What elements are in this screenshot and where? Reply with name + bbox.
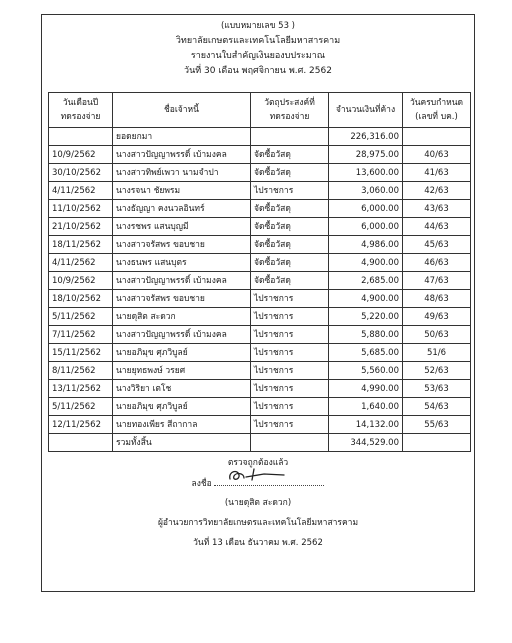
cell-amount: 1,640.00 xyxy=(329,398,403,416)
cell-due: 53/63 xyxy=(403,380,471,398)
cell-amount: 28,975.00 xyxy=(329,146,403,164)
cell-due: 55/63 xyxy=(403,416,471,434)
cell-date: 4/11/2562 xyxy=(49,182,113,200)
table-row xyxy=(49,146,471,164)
cell-name: ยอดยกมา xyxy=(113,128,251,146)
cell-name: นางธนพร แสนบุตร xyxy=(113,254,251,272)
cell-date: 18/10/2562 xyxy=(49,290,113,308)
table-row xyxy=(49,254,471,272)
total-amount: 344,529.00 xyxy=(329,434,403,452)
total-spacer-3 xyxy=(403,434,471,452)
table-row xyxy=(49,362,471,380)
cell-amount: 4,900.00 xyxy=(329,254,403,272)
cell-purpose: ไปราชการ xyxy=(251,416,329,434)
cell-date: 30/10/2562 xyxy=(49,164,113,182)
cell-amount: 4,900.00 xyxy=(329,290,403,308)
cell-date xyxy=(49,128,113,146)
col-header-date: วันเดือนปี ทดรองจ่าย xyxy=(49,93,113,128)
cell-name: นางรจนา ชัยพรม xyxy=(113,182,251,200)
table-row xyxy=(49,290,471,308)
cell-amount: 13,600.00 xyxy=(329,164,403,182)
cell-date: 4/11/2562 xyxy=(49,254,113,272)
cell-amount: 5,220.00 xyxy=(329,308,403,326)
table-row xyxy=(49,128,471,146)
cell-name: นางสาวปัญญาพรรดิ์ เบ้ามงคล xyxy=(113,326,251,344)
cell-date: 10/9/2562 xyxy=(49,146,113,164)
cell-date: 15/11/2562 xyxy=(49,344,113,362)
table-row xyxy=(49,218,471,236)
signer-position: ผู้อำนวยการวิทยาลัยเกษตรและเทคโนโลยีมหาสารคาม xyxy=(157,518,359,528)
total-row xyxy=(49,434,471,452)
table-row xyxy=(49,308,471,326)
table-row xyxy=(49,398,471,416)
cell-due: 46/63 xyxy=(403,254,471,272)
cell-name: นางสาวจรัสพร ขอบชาย xyxy=(113,236,251,254)
cell-purpose: จัดซื้อวัสดุ xyxy=(251,218,329,236)
cell-amount: 5,685.00 xyxy=(329,344,403,362)
cell-name: นางสาวปัญญาพรรดิ์ เบ้ามงคล xyxy=(113,272,251,290)
cell-amount: 4,990.00 xyxy=(329,380,403,398)
cell-name: นายทองเพียร สีถากาล xyxy=(113,416,251,434)
col-header-creditor: ชื่อเจ้าหนี้ xyxy=(113,93,251,128)
table-row xyxy=(49,416,471,434)
advance-table xyxy=(48,92,471,452)
table-row xyxy=(49,182,471,200)
table-row xyxy=(49,326,471,344)
cell-date: 10/9/2562 xyxy=(49,272,113,290)
cell-purpose: จัดซื้อวัสดุ xyxy=(251,254,329,272)
cell-due: 54/63 xyxy=(403,398,471,416)
cell-purpose: ไปราชการ xyxy=(251,380,329,398)
cell-purpose: ไปราชการ xyxy=(251,308,329,326)
cell-purpose: จัดซื้อวัสดุ xyxy=(251,200,329,218)
cell-name: นางสาวปัญญาพรรดิ์ เบ้ามงคล xyxy=(113,146,251,164)
cell-date: 13/11/2562 xyxy=(49,380,113,398)
col-header-amount: จำนวนเงินที่ค้าง xyxy=(329,93,403,128)
signer-name: (นายดุสิต สะดวก) xyxy=(224,498,292,508)
cell-amount: 6,000.00 xyxy=(329,218,403,236)
cell-amount: 3,060.00 xyxy=(329,182,403,200)
cell-name: นายอภิมุข ศุภวิบูลย์ xyxy=(113,398,251,416)
cell-name: นายอภิมุข ศุภวิบูลย์ xyxy=(113,344,251,362)
cell-purpose: ไปราชการ xyxy=(251,362,329,380)
report-sheet xyxy=(41,14,475,592)
cell-date: 8/11/2562 xyxy=(49,362,113,380)
table-row xyxy=(49,164,471,182)
cell-purpose: ไปราชการ xyxy=(251,398,329,416)
cell-amount: 6,000.00 xyxy=(329,200,403,218)
cell-date: 18/11/2562 xyxy=(49,236,113,254)
cell-date: 12/11/2562 xyxy=(49,416,113,434)
cell-date: 5/11/2562 xyxy=(49,398,113,416)
cell-due: 51/6 xyxy=(403,344,471,362)
cell-due: 40/63 xyxy=(403,146,471,164)
cell-date: 11/10/2562 xyxy=(49,200,113,218)
cell-due xyxy=(403,128,471,146)
cell-purpose: จัดซื้อวัสดุ xyxy=(251,164,329,182)
cell-purpose: จัดซื้อวัสดุ xyxy=(251,236,329,254)
cell-due: 52/63 xyxy=(403,362,471,380)
sign-date: วันที่ 13 เดือน ธันวาคม พ.ศ. 2562 xyxy=(193,538,323,548)
cell-name: นายยุทธพงษ์ วรยศ xyxy=(113,362,251,380)
cell-amount: 5,880.00 xyxy=(329,326,403,344)
table-row xyxy=(49,344,471,362)
cell-amount: 226,316.00 xyxy=(329,128,403,146)
cell-due: 45/63 xyxy=(403,236,471,254)
cell-name: นายดุสิต สะดวก xyxy=(113,308,251,326)
cell-purpose: ไปราชการ xyxy=(251,326,329,344)
cell-name: นางสาวทิพย์เพวา นามจำปา xyxy=(113,164,251,182)
signature-scribble-icon xyxy=(224,465,294,485)
col-header-due: วันครบกำหนด (เลขที่ บค.) xyxy=(403,93,471,128)
table-row xyxy=(49,236,471,254)
sign-line xyxy=(42,473,474,493)
organization-name: วิทยาลัยเกษตรและเทคโนโลยีมหาสารคาม xyxy=(175,36,341,46)
col-header-purpose: วัตถุประสงค์ที่ ทดรองจ่าย xyxy=(251,93,329,128)
cell-amount: 2,685.00 xyxy=(329,272,403,290)
signature-block xyxy=(42,453,474,553)
total-label: รวมทั้งสิ้น xyxy=(113,434,251,452)
handwritten-signature xyxy=(214,473,324,486)
total-spacer-2 xyxy=(251,434,329,452)
cell-purpose: ไปราชการ xyxy=(251,290,329,308)
sign-label: ลงชื่อ xyxy=(191,479,212,489)
report-date: วันที่ 30 เดือน พฤศจิกายน พ.ศ. 2562 xyxy=(184,66,332,76)
table-row xyxy=(49,200,471,218)
cell-purpose: ไปราชการ xyxy=(251,344,329,362)
cell-name: นางธัญญา คงนวลอินทร์ xyxy=(113,200,251,218)
cell-amount: 5,560.00 xyxy=(329,362,403,380)
total-spacer xyxy=(49,434,113,452)
cell-purpose xyxy=(251,128,329,146)
cell-due: 50/63 xyxy=(403,326,471,344)
cell-date: 21/10/2562 xyxy=(49,218,113,236)
cell-due: 47/63 xyxy=(403,272,471,290)
cell-purpose: จัดซื้อวัสดุ xyxy=(251,272,329,290)
cell-name: นางวิริยา เตโช xyxy=(113,380,251,398)
cell-due: 42/63 xyxy=(403,182,471,200)
cell-due: 48/63 xyxy=(403,290,471,308)
cell-due: 49/63 xyxy=(403,308,471,326)
form-number: (แบบหมายเลข 53 ) xyxy=(220,21,295,31)
cell-due: 44/63 xyxy=(403,218,471,236)
report-title: รายงานใบสำคัญเงินยองบประมาณ xyxy=(190,51,326,61)
table-row xyxy=(49,380,471,398)
cell-name: นางสาวจรัสพร ขอบชาย xyxy=(113,290,251,308)
cell-amount: 4,986.00 xyxy=(329,236,403,254)
checked-text: ตรวจถูกต้องแล้ว xyxy=(227,458,289,468)
cell-name: นางรชพร แสนบุญมี xyxy=(113,218,251,236)
cell-purpose: จัดซื้อวัสดุ xyxy=(251,146,329,164)
cell-date: 5/11/2562 xyxy=(49,308,113,326)
cell-due: 43/63 xyxy=(403,200,471,218)
table-row xyxy=(49,272,471,290)
cell-amount: 14,132.00 xyxy=(329,416,403,434)
report-header xyxy=(42,19,474,79)
cell-due: 41/63 xyxy=(403,164,471,182)
cell-date: 7/11/2562 xyxy=(49,326,113,344)
table-header-row xyxy=(49,93,471,128)
cell-purpose: ไปราชการ xyxy=(251,182,329,200)
